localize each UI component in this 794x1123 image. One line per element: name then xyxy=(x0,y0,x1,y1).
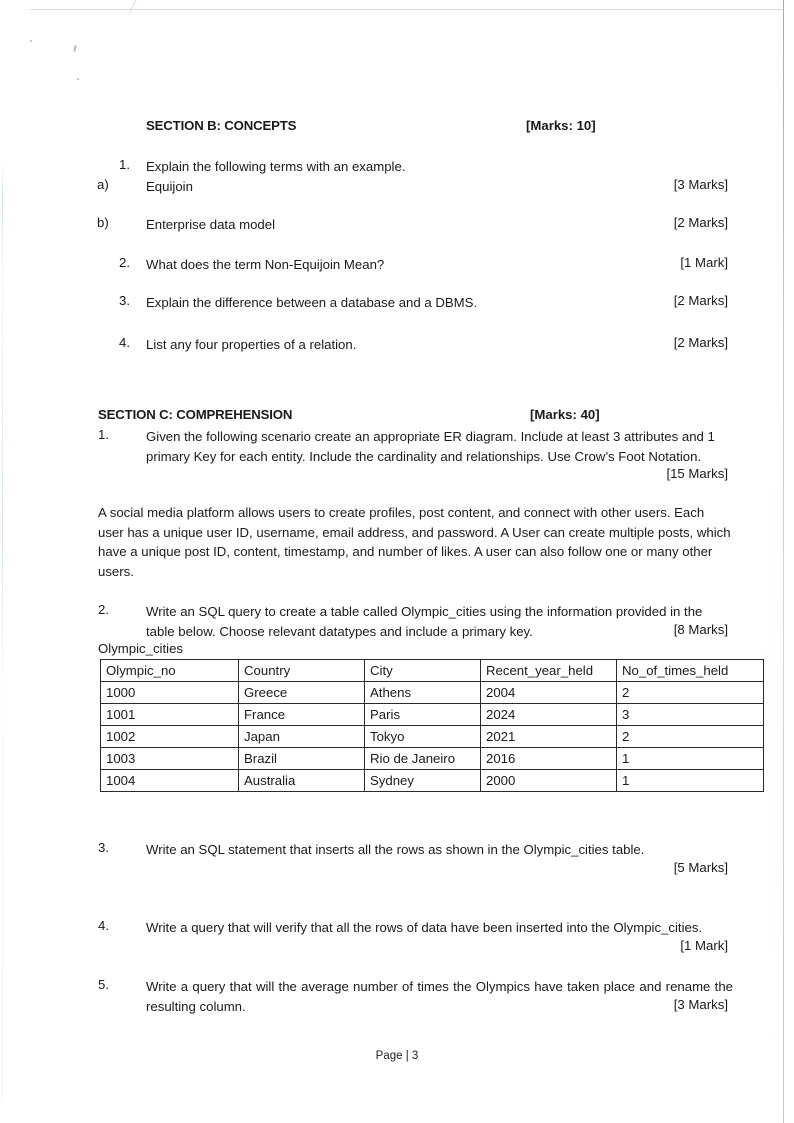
table-row xyxy=(101,726,764,748)
section-b-q1a-marks: [3 Marks] xyxy=(673,177,728,192)
table-row xyxy=(101,682,764,704)
section-c-total-marks: [Marks: 40] xyxy=(530,407,600,422)
table-cell: 1 xyxy=(617,748,764,770)
table-body xyxy=(101,682,764,792)
section-b-q4-marks: [2 Marks] xyxy=(673,335,728,350)
table-cell: 2024 xyxy=(481,704,617,726)
table-row xyxy=(101,770,764,792)
section-b-q1a-text: Equijoin xyxy=(146,179,193,194)
table-cell: Athens xyxy=(365,682,481,704)
section-c-q3-text: Write an SQL statement that inserts all the rows as shown in the Olympic_cities table. xyxy=(146,842,645,857)
table-header-cell: City xyxy=(365,660,481,682)
table-cell: 2 xyxy=(617,726,764,748)
section-b-q1-number: 1. xyxy=(119,157,130,172)
section-c-q4-number: 4. xyxy=(98,918,109,933)
table-header-cell: Country xyxy=(239,660,365,682)
table-cell: 3 xyxy=(617,704,764,726)
section-c-q1-number: 1. xyxy=(98,427,109,442)
section-b-q3-marks: [2 Marks] xyxy=(673,293,728,308)
olympic-cities-table xyxy=(100,659,764,792)
table-cell: Japan xyxy=(239,726,365,748)
table-header-row xyxy=(101,660,764,682)
table-cell: 2004 xyxy=(481,682,617,704)
section-b-q3-number: 3. xyxy=(119,293,130,308)
page-footer: Page | 3 xyxy=(375,1050,419,1062)
table-header-cell: No_of_times_held xyxy=(617,660,764,682)
section-c-q1-text: Given the following scenario create an appropriate ER diagram. Include at least 3 attributes and 1 primary Key for each entity. Include the cardinality and relationships. Use Crow’s Foot Notation. xyxy=(146,429,715,464)
section-c-q5-number: 5. xyxy=(98,977,109,992)
section-c-q2-number: 2. xyxy=(98,602,109,617)
table-cell: 1002 xyxy=(101,726,239,748)
table-cell: Tokyo xyxy=(365,726,481,748)
section-b-q1-text: Explain the following terms with an example. xyxy=(146,159,406,174)
table-cell: Paris xyxy=(365,704,481,726)
section-b-q4-number: 4. xyxy=(119,335,130,350)
table-header-cell: Recent_year_held xyxy=(481,660,617,682)
table-cell: France xyxy=(239,704,365,726)
section-c-q3-marks: [5 Marks] xyxy=(673,860,728,875)
table-cell: 1000 xyxy=(101,682,239,704)
section-c-heading: SECTION C: COMPREHENSION xyxy=(98,407,293,422)
section-b-total-marks: [Marks: 10] xyxy=(526,118,596,133)
table-cell: 1001 xyxy=(101,704,239,726)
section-b-q2-number: 2. xyxy=(119,255,130,270)
table-cell: 1004 xyxy=(101,770,239,792)
olympic-table-caption: Olympic_cities xyxy=(98,641,184,656)
section-b-q1a-marker: a) xyxy=(97,177,109,192)
table-cell: 1003 xyxy=(101,748,239,770)
section-c-q2-text: Write an SQL query to create a table called Olympic_cities using the information provided in the table below. Choose relevant datatypes and include a primary key. xyxy=(146,604,703,639)
table-row xyxy=(101,748,764,770)
table-cell: 2000 xyxy=(481,770,617,792)
table-cell: Greece xyxy=(239,682,365,704)
section-b-q4-text: List any four properties of a relation. xyxy=(146,337,357,352)
table-cell: 1 xyxy=(617,770,764,792)
section-c-q2-marks: [8 Marks] xyxy=(673,622,728,637)
section-c-q4-marks: [1 Mark] xyxy=(680,938,728,953)
table-cell: Sydney xyxy=(365,770,481,792)
section-b-q1b-marker: b) xyxy=(97,215,109,230)
section-b-q1b-marks: [2 Marks] xyxy=(673,215,728,230)
section-c-q1-scenario: A social media platform allows users to create profiles, post content, and connect with other users. Each user has a unique user ID, username, email address, and password. A User can create multiple posts, which have a unique post ID, content, timestamp, and number of likes. A user can also follow one or many other users. xyxy=(98,505,731,579)
section-c-q5-marks: [3 Marks] xyxy=(673,997,728,1012)
table-cell: Rio de Janeiro xyxy=(365,748,481,770)
table-cell: 2021 xyxy=(481,726,617,748)
table-row xyxy=(101,704,764,726)
section-b-q2-marks: [1 Mark] xyxy=(680,255,728,270)
table-cell: Brazil xyxy=(239,748,365,770)
section-b-heading: SECTION B: CONCEPTS xyxy=(146,118,297,133)
section-b-q2-text: What does the term Non-Equijoin Mean? xyxy=(146,257,385,272)
section-c-q3-number: 3. xyxy=(98,840,109,855)
section-b-q3-text: Explain the difference between a database and a DBMS. xyxy=(146,295,478,310)
table-cell: Australia xyxy=(239,770,365,792)
table-cell: 2016 xyxy=(481,748,617,770)
section-c-q1-marks: [15 Marks] xyxy=(666,466,728,481)
table-cell: 2 xyxy=(617,682,764,704)
section-c-q4-text: Write a query that will verify that all the rows of data have been inserted into the Olympic_cities. xyxy=(146,920,703,935)
section-c-q5-text: Write a query that will the average number of times the Olympics have taken place and rename the resulting column. xyxy=(146,979,733,1014)
table-header-cell: Olympic_no xyxy=(101,660,239,682)
section-b-q1b-text: Enterprise data model xyxy=(146,217,276,232)
